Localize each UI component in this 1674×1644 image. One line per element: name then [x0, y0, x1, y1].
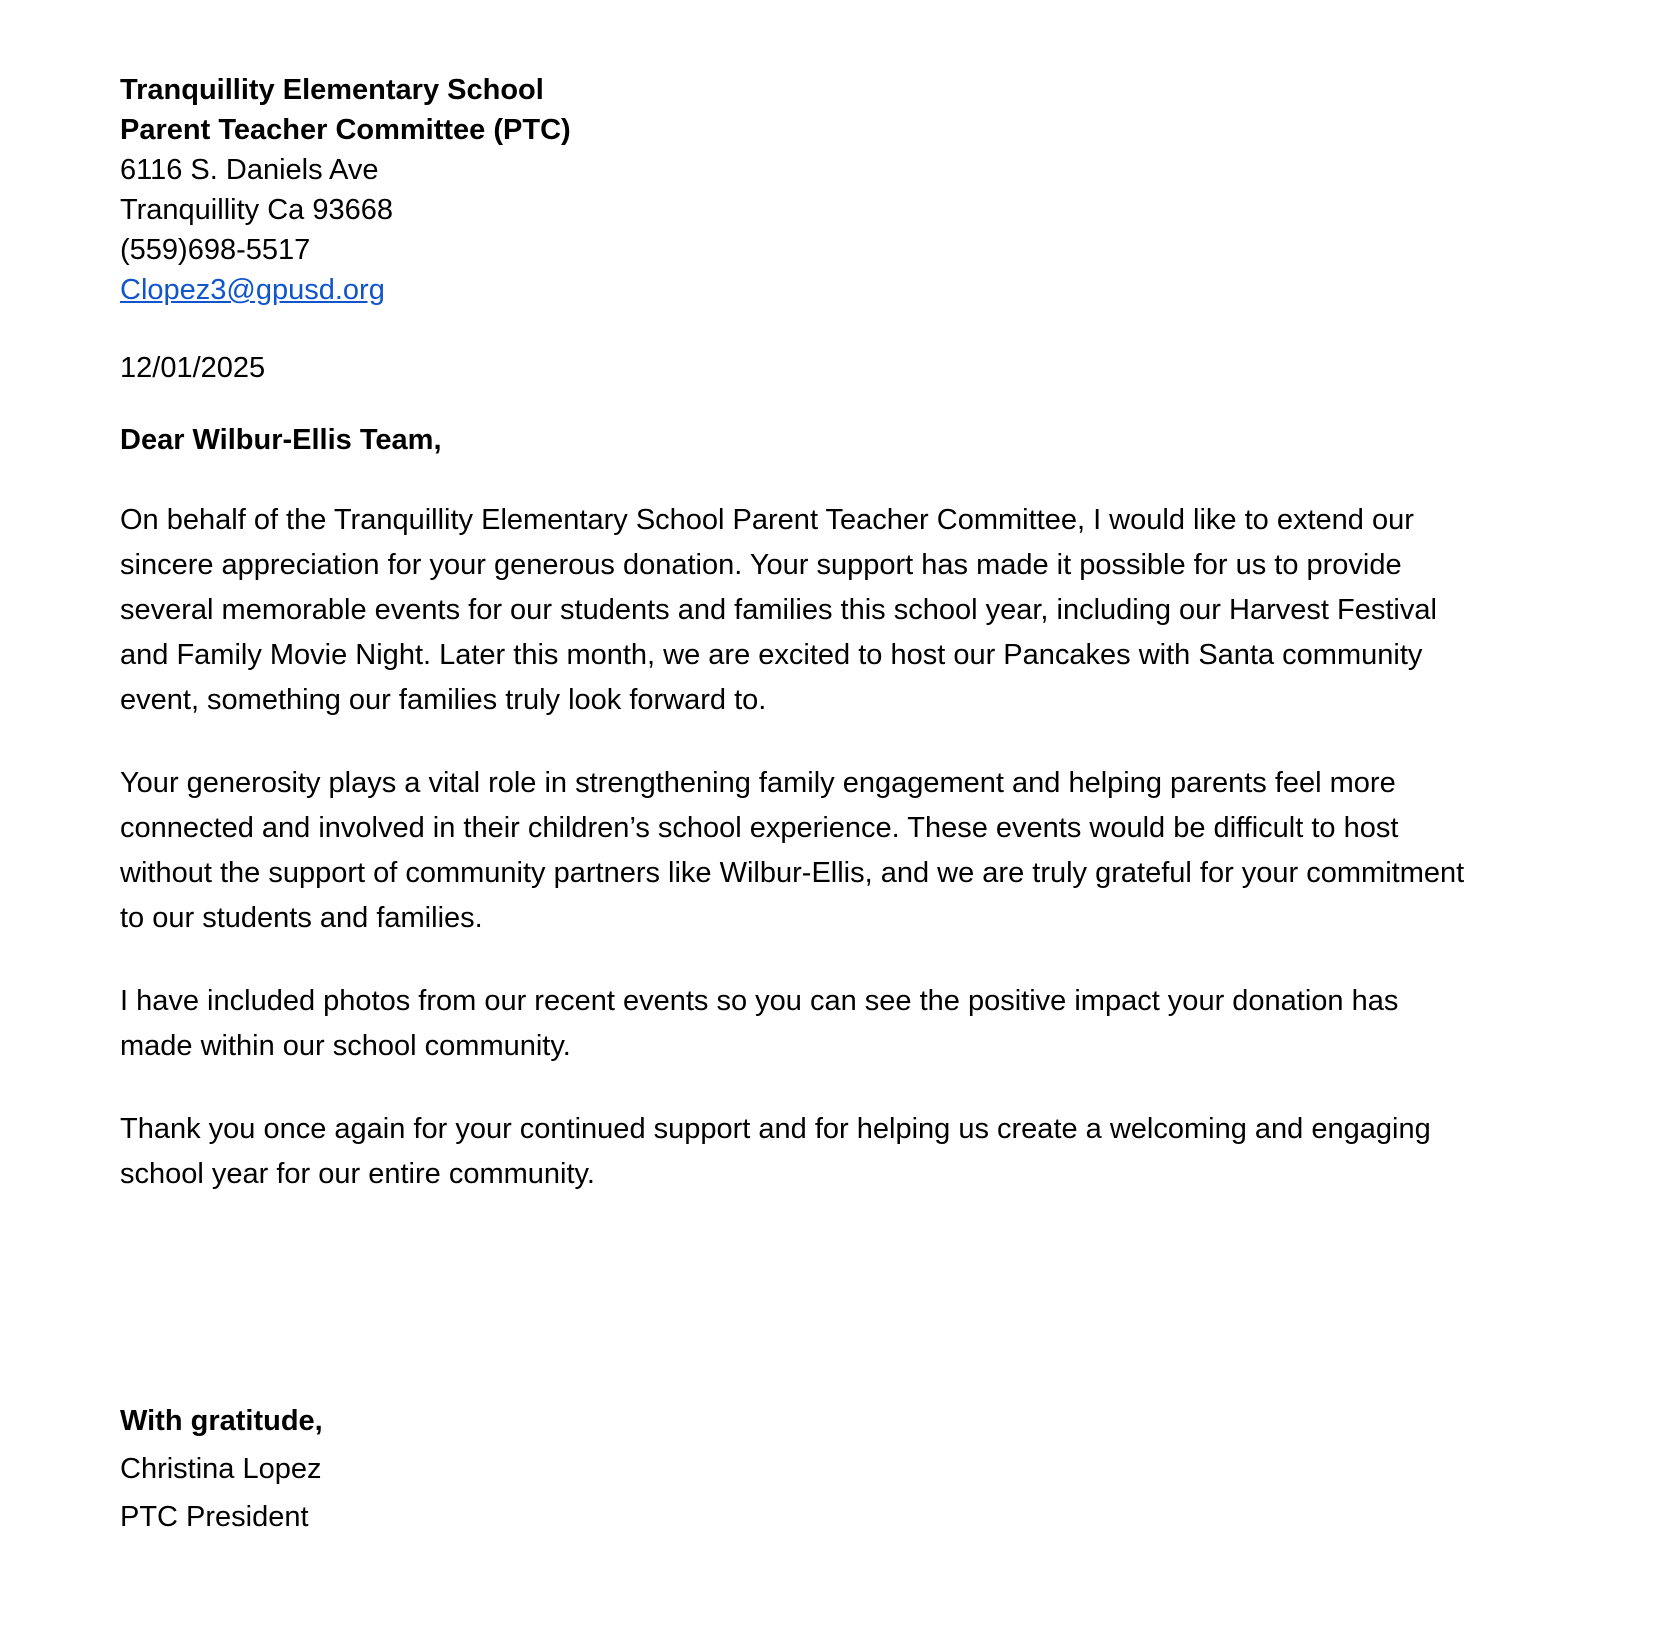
address-city-state-zip: Tranquillity Ca 93668	[120, 194, 393, 226]
phone-number: (559)698-5517	[120, 234, 311, 266]
valediction: With gratitude,	[120, 1405, 323, 1437]
org-committee-name: Parent Teacher Committee (PTC)	[120, 114, 571, 146]
body-paragraph-4: Thank you once again for your continued support and for helping us create a welcoming and engaging school year for our entire community.	[120, 1113, 1431, 1190]
letter-date: 12/01/2025	[120, 352, 266, 384]
salutation: Dear Wilbur-Ellis Team,	[120, 424, 442, 456]
closing-block	[120, 1397, 1534, 1541]
email-link[interactable]: Clopez3@gpusd.org	[120, 274, 385, 306]
org-name: Tranquillity Elementary School	[120, 74, 544, 106]
email-line	[120, 270, 1534, 310]
body-paragraph-2: Your generosity plays a vital role in strengthening family engagement and helping parents feel more connected and involved in their children’s school experience. These events would be difficult to host without the support of community partners like Wilbur-Ellis, and we are truly grateful for your commitment to our students and families.	[120, 767, 1465, 934]
signer-title: PTC President	[120, 1501, 309, 1533]
body-paragraph-3: I have included photos from our recent events so you can see the positive impact your donation has made within our school community.	[120, 985, 1399, 1062]
address-street: 6116 S. Daniels Ave	[120, 154, 379, 186]
body-paragraph-1: On behalf of the Tranquillity Elementary School Parent Teacher Committee, I would like to extend our sincere appreciation for your generous donation. Your support has made it possible for us to provide several memorable events for our students and families this school year, including our Harvest Festival and Family Movie Night. Later this month, we are excited to host our Pancakes with Santa community event, something our families truly look forward to.	[120, 504, 1437, 716]
letterhead	[120, 70, 1534, 310]
signer-name: Christina Lopez	[120, 1453, 322, 1485]
